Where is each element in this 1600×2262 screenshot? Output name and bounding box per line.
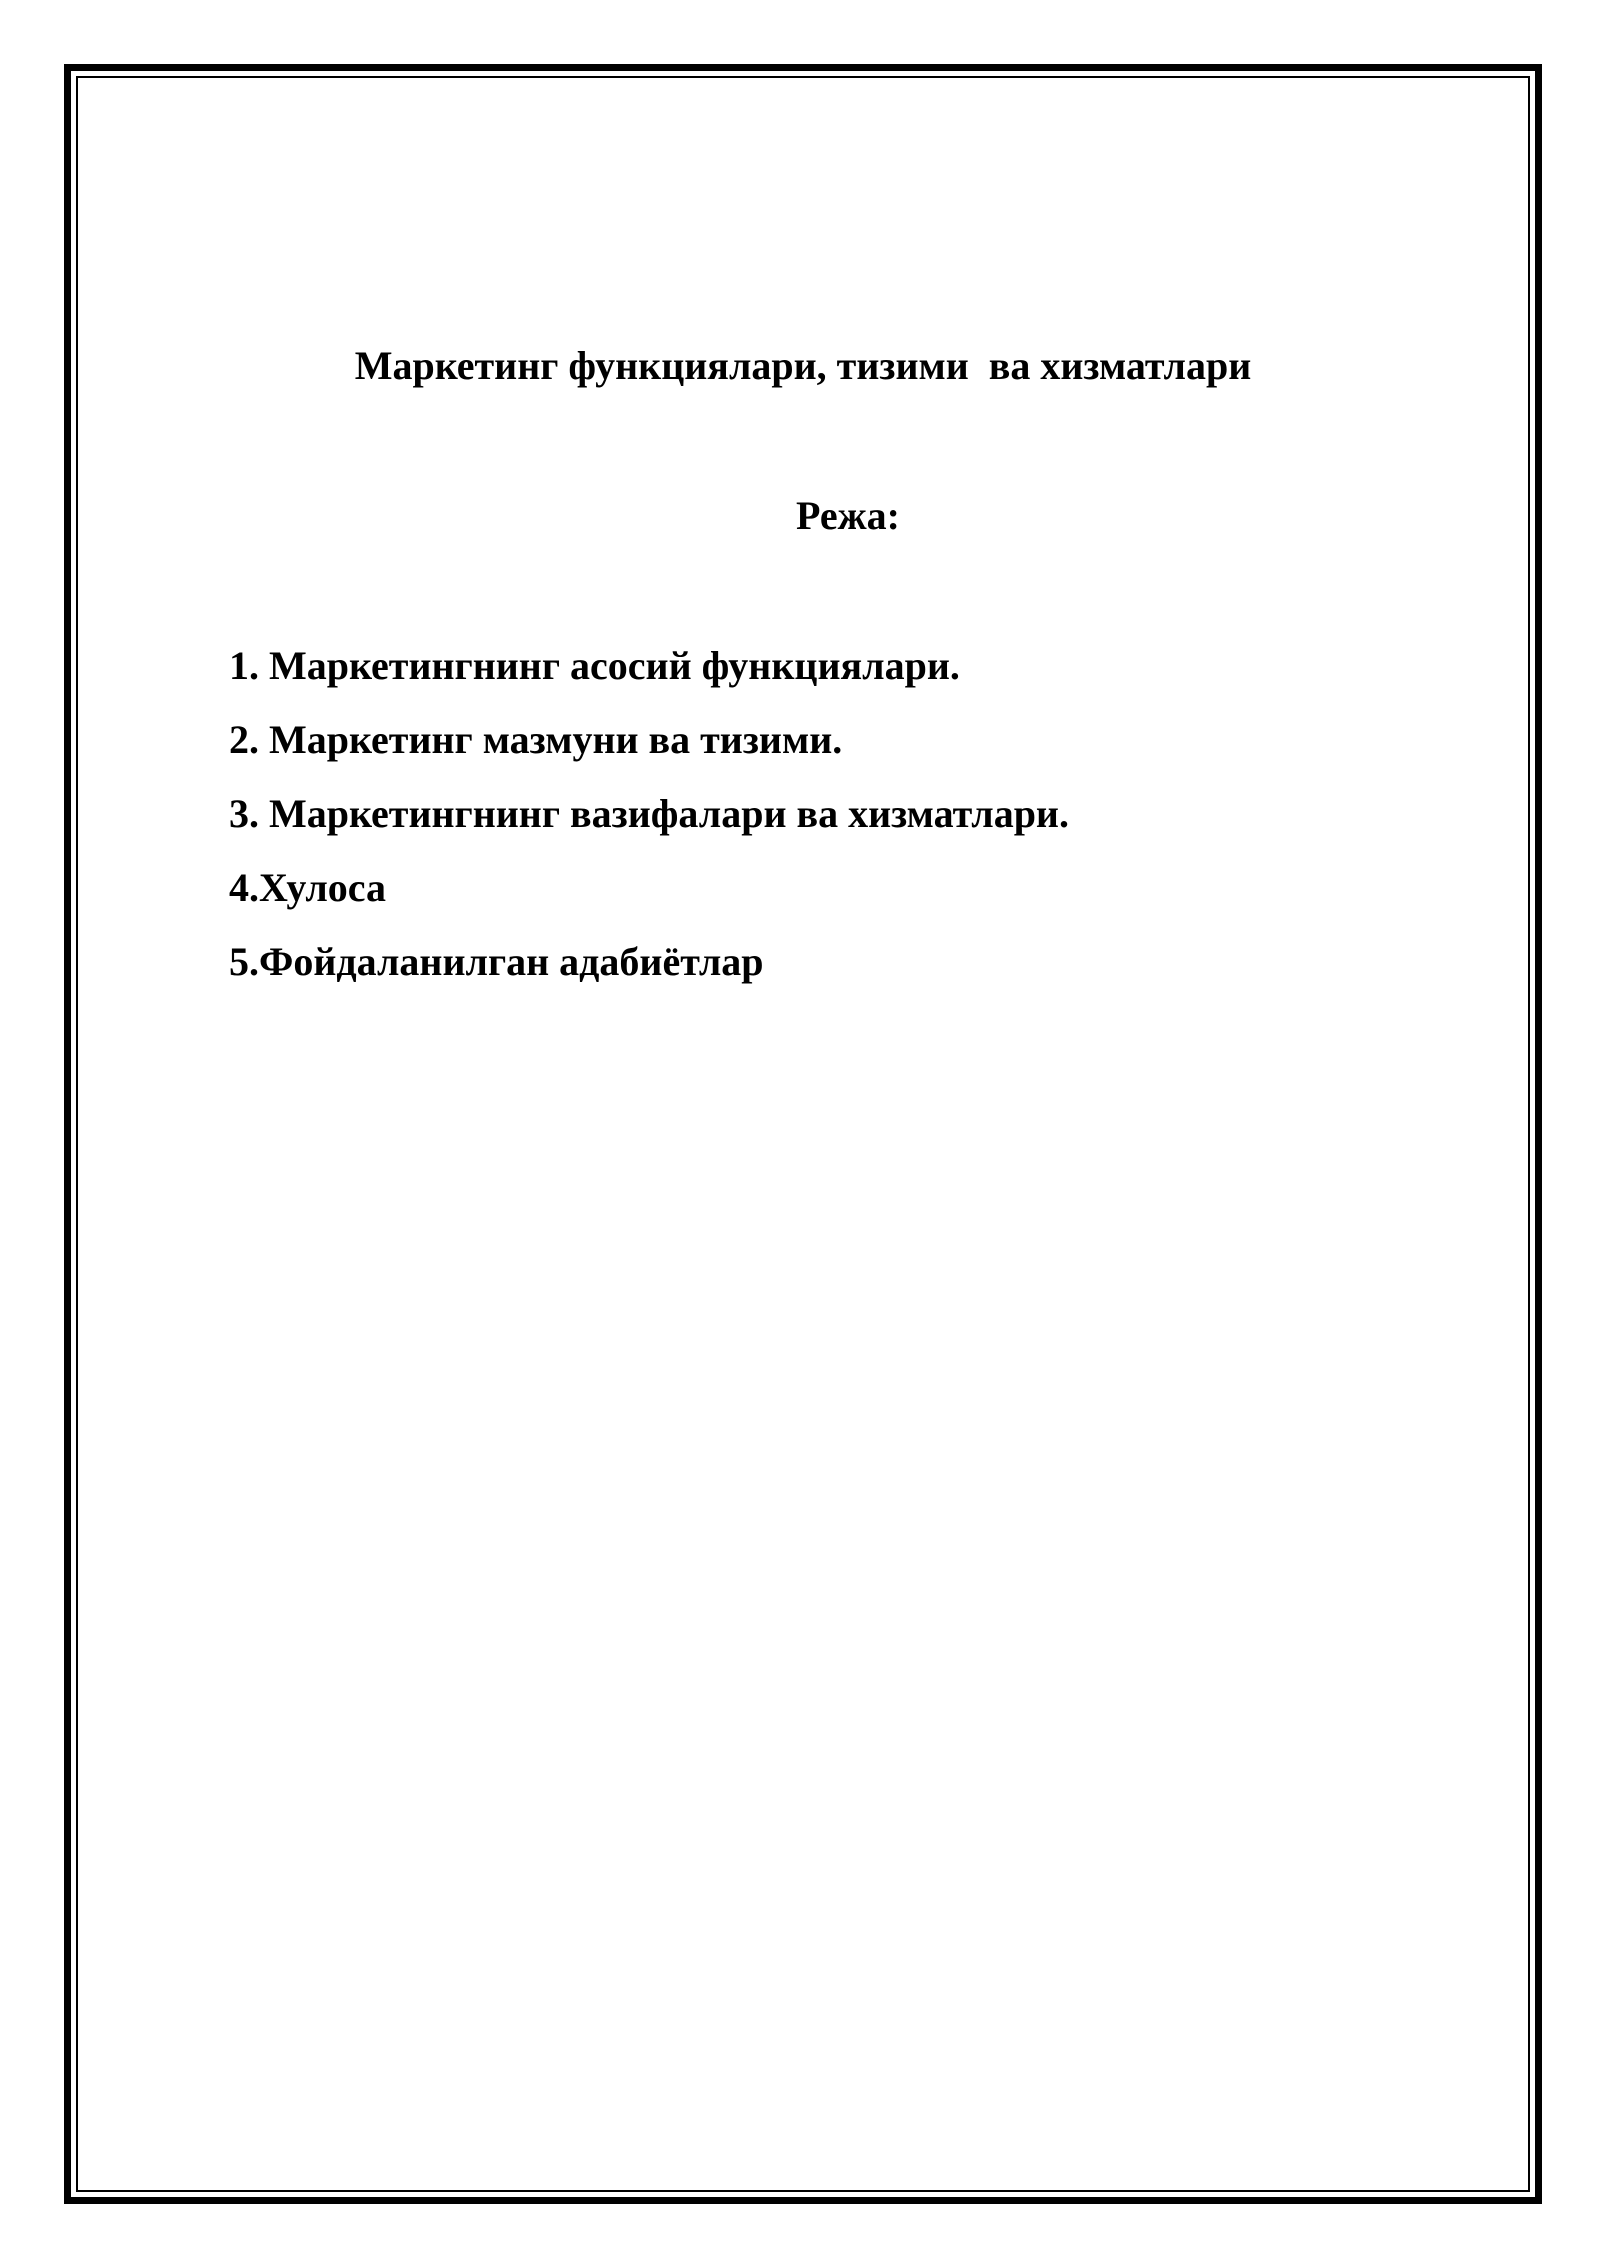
plan-item: 1. Маркетингнинг асосий функциялари. [229,643,960,688]
plan-item: 5.Фойдаланилган адабиётлар [229,939,764,984]
plan-heading: Режа: [796,493,900,538]
plan-list [229,636,1069,1006]
document-title: Маркетинг функциялари, тизими ва хизматлари [354,343,1252,388]
plan-item: 4.Хулоса [229,865,387,910]
plan-item: 2. Маркетинг мазмуни ва тизими. [229,717,843,762]
plan-item: 3. Маркетингнинг вазифалари ва хизматлари. [229,791,1069,836]
